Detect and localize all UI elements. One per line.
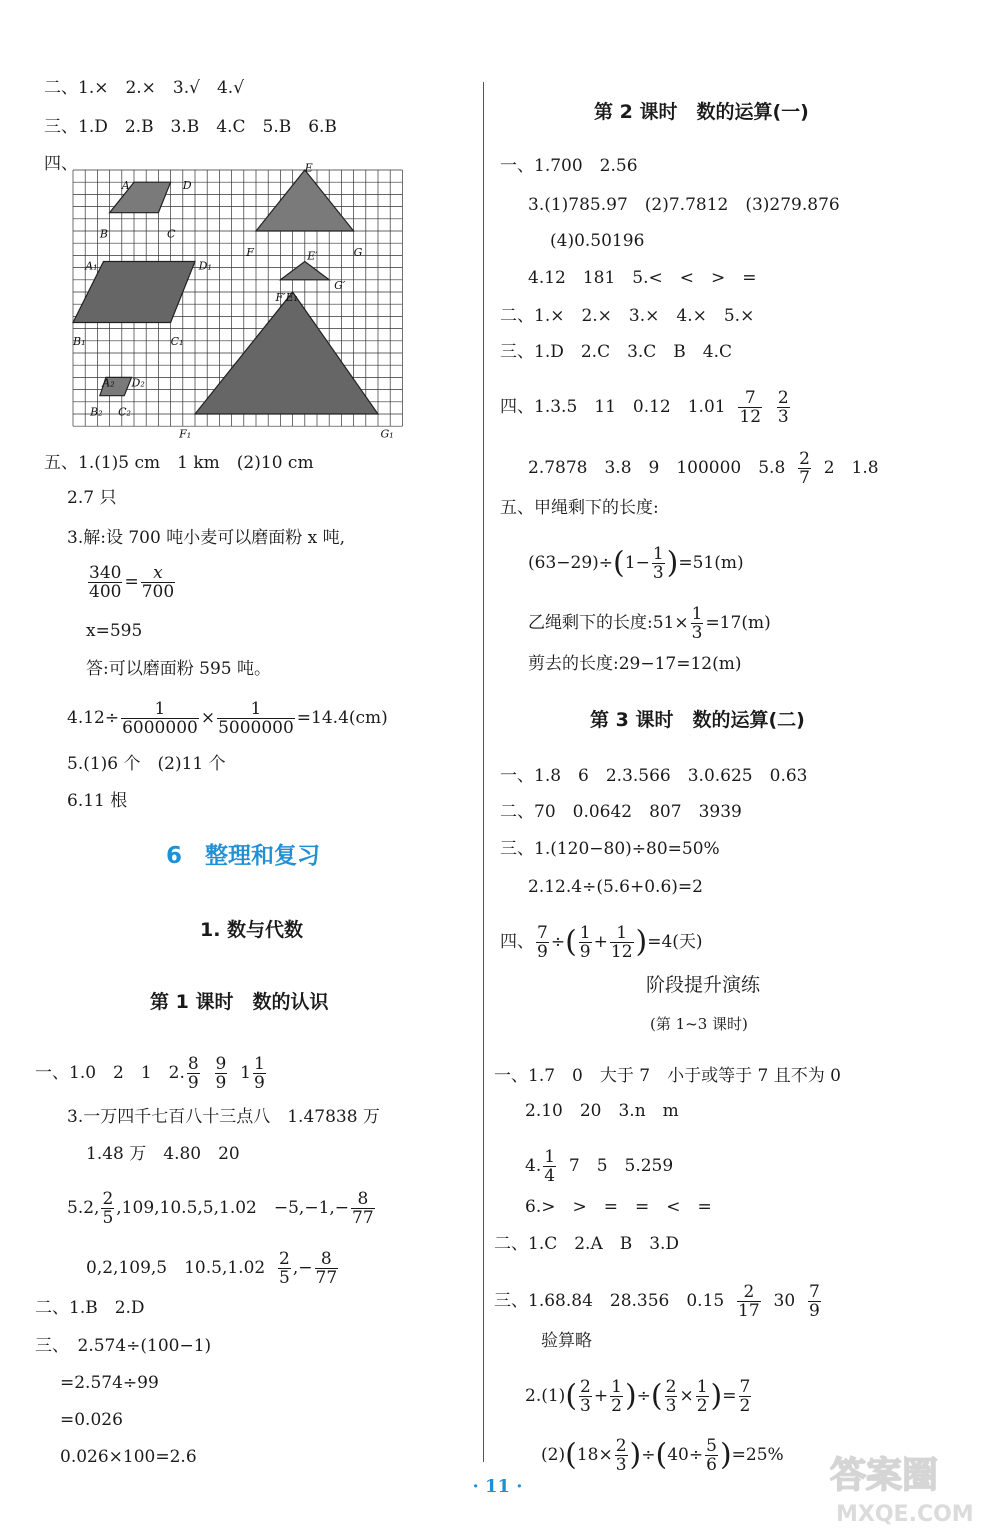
equation: 四、 $\frac{7}{9}$ ÷( $\frac{1}{9}$ + $\frac{1}{12}$ )=4(天) [500, 923, 703, 962]
answer-line: 一、1.0 2 1 2. $\frac{8}{9}$ $\frac{9}{9}$ 1 $\frac{1}{9}$ [35, 1054, 265, 1093]
equation: 乙绳剩下的长度:51× $\frac{1}{3}$ =17(m) [528, 604, 771, 643]
answer-line: 一、1.8 6 2.3.566 3.0.625 0.63 [500, 766, 808, 786]
triangle-small [280, 262, 329, 280]
parallelogram-abcd [110, 182, 171, 213]
vertex-label: E [304, 161, 313, 175]
fraction: $\frac{9}{9}$ [215, 1054, 227, 1093]
fraction: $\frac{1}{3}$ [691, 604, 703, 643]
answer-line: 2.7 只 [67, 488, 117, 508]
answer-line: 三、 2.574÷(100−1) [35, 1336, 212, 1356]
answer-line: 5.(1)6 个 (2)11 个 [67, 754, 226, 774]
answer-line: 一、1.700 2.56 [500, 156, 638, 176]
fraction: $\frac{2}{5}$ [279, 1249, 290, 1288]
vertex-label: A [121, 178, 130, 192]
fraction: $\frac{5}{6}$ [706, 1436, 717, 1475]
answer-line: 四、 [44, 154, 78, 174]
vertex-label: B [99, 227, 108, 241]
vertex-label: B₁ [73, 334, 86, 348]
section-title: 阶段提升演练 [646, 974, 761, 996]
vertex-label: F [246, 245, 254, 259]
vertex-label: C₁ [170, 334, 184, 348]
fraction: $\frac{1}{12}$ [610, 923, 633, 962]
fraction: $\frac{2}{17}$ [738, 1282, 760, 1321]
answer-line: 二、1.× 2.× 3.× 4.× 5.× [500, 306, 755, 326]
chapter-title: 6 整理和复习 [166, 843, 321, 869]
fraction: $\frac{1}{6000000}$ [122, 699, 198, 738]
fraction: $\frac{7}{9}$ [537, 923, 548, 962]
column-divider [483, 82, 484, 1462]
answer-line: 4. $\frac{1}{4}$ 7 5 5.259 [525, 1147, 674, 1186]
answer-line: 3.(1)785.97 (2)7.7812 (3)279.876 [528, 195, 840, 215]
answer-line: 0.026×100=2.6 [60, 1447, 197, 1467]
vertex-label: A₂ [102, 376, 115, 390]
fraction: $\frac{340}{400}$ [89, 563, 122, 602]
fraction: $\frac{7}{9}$ [808, 1282, 820, 1321]
fraction: $\frac{1}{2}$ [611, 1377, 622, 1416]
answer-line: 2.7878 3.8 9 100000 5.8 $\frac{2}{7}$ 2 1.8 [528, 449, 879, 488]
vertex-label: D₂ [131, 376, 145, 390]
answer-line: 二、1.C 2.A B 3.D [494, 1234, 680, 1254]
lesson-title: 第 3 课时 数的运算(二) [590, 709, 805, 731]
fraction: $\frac{2}{3}$ [777, 388, 789, 427]
page-number: · 11 · [472, 1476, 523, 1497]
answer-line: 1.48 万 4.80 20 [86, 1144, 240, 1164]
watermark-text-cn: 答案圈 [830, 1455, 939, 1496]
fraction: $\frac{1}{5000000}$ [218, 699, 294, 738]
answer-line: 0,2,109,5 10.5,1.02 $\frac{2}{5}$ ,− $\frac{8}{77}$ [86, 1249, 338, 1288]
answer-line: 三、1.68.84 28.356 0.15 $\frac{2}{17}$ 30 $\frac{7}{9}$ [494, 1282, 820, 1321]
answer-line: 6.> > = = < = [525, 1197, 712, 1217]
vertex-label: A₁ [85, 259, 98, 273]
answer-line: (4)0.50196 [550, 231, 645, 251]
vertex-label: G₁ [380, 427, 394, 441]
vertex-label: B₂ [90, 405, 103, 419]
section-title: 1. 数与代数 [200, 919, 304, 941]
answer-line: 剪去的长度:29−17=12(m) [528, 654, 742, 674]
answer-line: x=595 [86, 621, 143, 641]
watermark-text-url: MXQE.COM [836, 1502, 974, 1527]
fraction: $\frac{1}{9}$ [254, 1054, 265, 1093]
vertex-label: G [353, 245, 363, 259]
watermark-logo [822, 1445, 990, 1529]
answer-line: 三、1.(120−80)÷80=50% [500, 839, 720, 859]
fraction: $\frac{x}{700}$ [141, 563, 175, 602]
answer-line: =0.026 [60, 1410, 123, 1430]
fraction: $\frac{2}{7}$ [799, 449, 810, 488]
answer-line: 三、1.D 2.B 3.B 4.C 5.B 6.B [44, 117, 337, 137]
answer-line: 验算略 [541, 1331, 592, 1351]
answer-line: 五、甲绳剩下的长度: [500, 498, 659, 518]
fraction: $\frac{2}{3}$ [665, 1377, 677, 1416]
vertex-label: C [166, 227, 176, 241]
equation: (63−29)÷(1− $\frac{1}{3}$ )=51(m) [528, 544, 744, 583]
fraction: $\frac{8}{9}$ [187, 1054, 199, 1093]
vertex-label: F₁ [179, 427, 192, 441]
equation: $\frac{340}{400}$ = $\frac{x}{700}$ [89, 563, 175, 602]
answer-line: 五、1.(1)5 cm 1 km (2)10 cm [44, 453, 314, 473]
answer-line: 4.12 181 5.< < > = [528, 268, 757, 288]
answer-line: 三、1.D 2.C 3.C B 4.C [500, 342, 733, 362]
answer-line: 5.2, $\frac{2}{5}$ ,109,10.5,5,1.02 −5,−1,− $\frac{8}{77}$ [67, 1189, 374, 1228]
vertex-label: C₂ [118, 405, 131, 419]
fraction: $\frac{1}{9}$ [579, 923, 591, 962]
lesson-title: 第 2 课时 数的运算(一) [594, 101, 809, 123]
equation: 2.(1)( $\frac{2}{3}$ + $\frac{1}{2}$ )÷( $\frac{2}{3}$ × $\frac{1}{2}$ )= $\frac{7}{2}$ [525, 1377, 751, 1416]
vertex-label: D [182, 178, 192, 192]
fraction: $\frac{8}{77}$ [352, 1189, 374, 1228]
fraction: $\frac{7}{2}$ [739, 1377, 751, 1416]
answer-line: 6.11 根 [67, 791, 128, 811]
answer-line: 二、1.× 2.× 3.√ 4.√ [44, 78, 245, 98]
answer-line: 四、1.3.5 11 0.12 1.01 $\frac{7}{12}$ $\frac{2}{3}$ [500, 388, 789, 427]
vertex-label: F′E₁ [275, 291, 299, 304]
fraction: $\frac{2}{3}$ [615, 1436, 627, 1475]
fraction: $\frac{2}{5}$ [102, 1189, 114, 1228]
lesson-title: 第 1 课时 数的认识 [150, 991, 329, 1013]
fraction: $\frac{1}{2}$ [696, 1377, 708, 1416]
answer-line: 2.12.4÷(5.6+0.6)=2 [528, 877, 703, 897]
answer-line: 2.10 20 3.n m [525, 1101, 679, 1121]
fraction: $\frac{2}{3}$ [580, 1377, 591, 1416]
geometry-grid-figure [73, 161, 403, 441]
answer-line: 一、1.7 0 大于 7 小于或等于 7 且不为 0 [494, 1066, 841, 1086]
fraction: $\frac{1}{4}$ [544, 1147, 556, 1186]
equation: 4.12÷ $\frac{1}{6000000}$ × $\frac{1}{5000000}$ =14.4(cm) [67, 699, 388, 738]
answer-line: =2.574÷99 [60, 1373, 159, 1393]
answer-line: 3.解:设 700 吨小麦可以磨面粉 x 吨, [67, 528, 346, 548]
answer-line: 3.一万四千七百八十三点八 1.47838 万 [67, 1107, 380, 1127]
equation: (2)(18× $\frac{2}{3}$ )÷(40÷ $\frac{5}{6}$ )=25% [541, 1436, 784, 1475]
vertex-label: D₁ [198, 259, 212, 273]
answer-line: 二、70 0.0642 807 3939 [500, 802, 742, 822]
answer-line: 二、1.B 2.D [35, 1298, 145, 1318]
fraction: $\frac{1}{3}$ [652, 544, 664, 583]
answer-line: 答:可以磨面粉 595 吨。 [86, 659, 271, 679]
fraction: $\frac{7}{12}$ [739, 388, 762, 427]
triangle-efg [256, 170, 354, 231]
vertex-label: E′ [307, 249, 318, 263]
fraction: $\frac{8}{77}$ [315, 1249, 338, 1288]
section-subtitle: (第 1~3 课时) [650, 1015, 748, 1033]
vertex-label: G′ [334, 278, 346, 292]
